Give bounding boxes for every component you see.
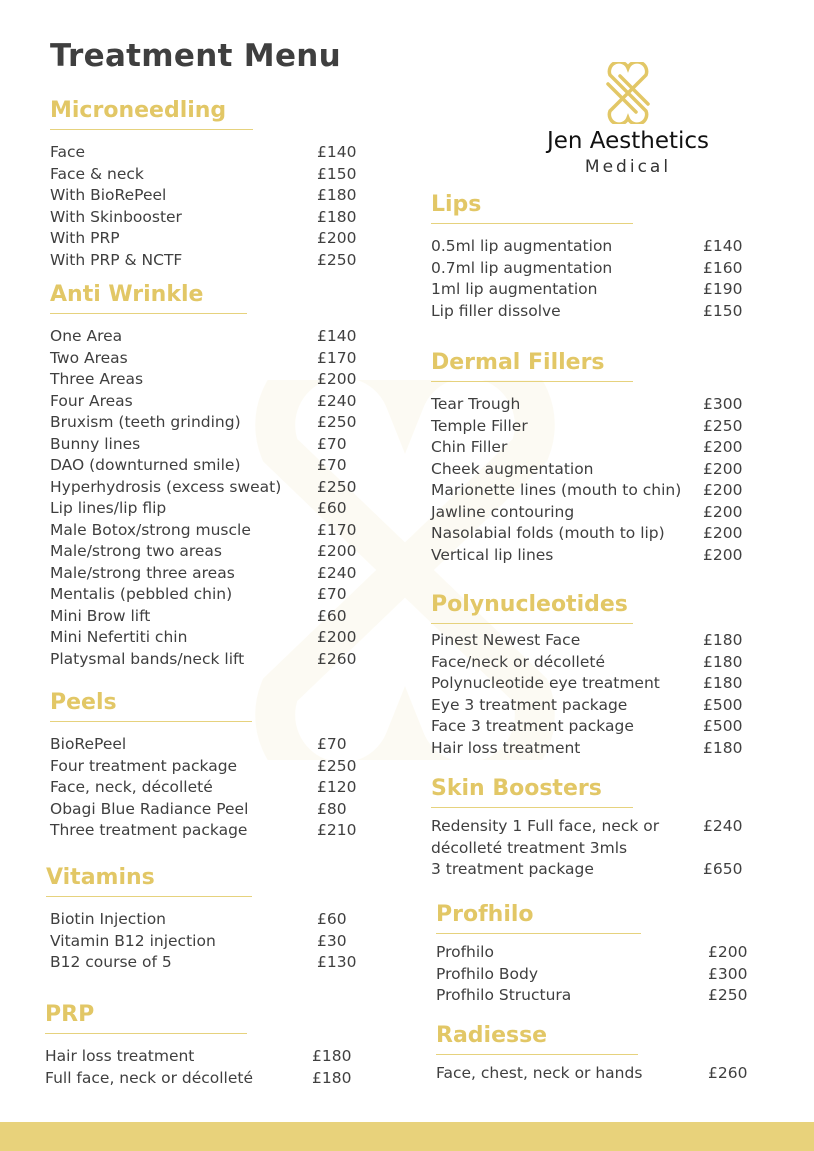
- menu-item-name: Pinest Newest Face: [431, 631, 581, 649]
- menu-item: [431, 394, 761, 416]
- menu-item: [50, 142, 380, 164]
- menu-item: [431, 236, 761, 258]
- menu-item: [431, 437, 761, 459]
- menu-item: [50, 931, 376, 953]
- menu-item-name: Chin Filler: [431, 438, 508, 456]
- section-divider: [436, 933, 641, 934]
- menu-item-price: £500: [703, 717, 743, 735]
- menu-item-price: £60: [317, 910, 347, 928]
- menu-item-name: Face/neck or décolleté: [431, 652, 605, 671]
- section-divider: [45, 1033, 247, 1034]
- menu-item-name: Hair loss treatment: [431, 738, 581, 757]
- menu-item-price: £70: [317, 585, 347, 603]
- menu-item-price: £180: [703, 631, 743, 649]
- menu-item-price: £650: [703, 860, 743, 878]
- menu-item-price: £80: [317, 799, 347, 818]
- menu-item: [45, 1046, 375, 1068]
- menu-item: [50, 799, 380, 821]
- section-title: Lips: [431, 192, 482, 217]
- menu-item-price: £70: [317, 456, 347, 474]
- menu-item-name: Two Areas: [50, 348, 128, 367]
- menu-item-price: £200: [317, 542, 357, 560]
- section-title: Microneedling: [50, 98, 227, 123]
- section-microneedling: [50, 96, 380, 271]
- menu-item-name: Male/strong three areas: [50, 563, 235, 582]
- section-title: Radiesse: [436, 1023, 548, 1048]
- menu-item: [431, 301, 761, 323]
- menu-item: [431, 716, 761, 738]
- menu-item: [431, 416, 761, 438]
- menu-item-price: £180: [703, 738, 743, 757]
- brand-logo-icon: [596, 62, 660, 124]
- menu-item-price: £200: [703, 459, 743, 478]
- menu-item-price: £200: [708, 943, 748, 961]
- menu-item-price: £240: [317, 563, 357, 582]
- menu-item-name: Four treatment package: [50, 756, 238, 775]
- menu-item-price: £30: [317, 931, 347, 950]
- menu-item-price: £60: [317, 606, 347, 625]
- menu-item: [431, 859, 761, 881]
- menu-item-name: Face: [50, 143, 86, 161]
- menu-item-price: £200: [317, 370, 357, 388]
- menu-item-price: £180: [703, 652, 743, 671]
- menu-item: [431, 258, 761, 280]
- menu-item-name: Mini Nefertiti chin: [50, 628, 188, 646]
- menu-item: [50, 207, 380, 229]
- menu-item: [431, 279, 761, 301]
- menu-item: [431, 502, 761, 524]
- section-title: Skin Boosters: [431, 776, 602, 801]
- menu-item-price: £300: [703, 395, 743, 413]
- section-divider: [431, 223, 633, 224]
- menu-item-price: £190: [703, 280, 743, 298]
- section-anti-wrinkle: [50, 280, 380, 670]
- menu-item-price: £170: [317, 348, 357, 367]
- menu-item: [50, 627, 380, 649]
- menu-item-name: Profhilo Body: [436, 964, 539, 983]
- menu-item: [50, 228, 380, 250]
- menu-item-price: £200: [703, 524, 743, 542]
- menu-item-name: Hyperhydrosis (excess sweat): [50, 477, 282, 496]
- menu-item: [50, 606, 380, 628]
- menu-item-price: £130: [317, 953, 357, 971]
- menu-item-price: £70: [317, 735, 347, 753]
- menu-item-price: £250: [703, 416, 743, 435]
- menu-item-name: Face & neck: [50, 164, 144, 183]
- menu-item-name: With PRP & NCTF: [50, 250, 183, 269]
- menu-item-price: £200: [703, 545, 743, 564]
- menu-item: [50, 412, 380, 434]
- menu-item-name: With Skinbooster: [50, 207, 182, 226]
- menu-item: [50, 649, 380, 671]
- menu-item-name: B12 course of 5: [50, 953, 172, 971]
- menu-item: [431, 838, 761, 860]
- menu-item-name: Vertical lip lines: [431, 545, 554, 564]
- menu-item-price: £240: [703, 817, 743, 835]
- menu-item-price: £500: [703, 695, 743, 714]
- section-title: Dermal Fillers: [431, 350, 605, 375]
- section-divider: [50, 129, 253, 130]
- menu-item: [50, 520, 380, 542]
- menu-item-name: One Area: [50, 327, 123, 345]
- menu-item: [50, 734, 380, 756]
- menu-item-name: Platysmal bands/neck lift: [50, 649, 245, 668]
- menu-item-name: Temple Filler: [431, 416, 528, 435]
- menu-item-price: £60: [317, 499, 347, 517]
- menu-item: [50, 455, 380, 477]
- menu-item: [50, 369, 380, 391]
- section-lips: [431, 190, 761, 322]
- menu-item-price: £250: [317, 477, 357, 496]
- menu-item-name: Three treatment package: [50, 821, 248, 839]
- section-profhilo: [436, 900, 766, 1007]
- menu-item-name: With BioRePeel: [50, 186, 167, 204]
- section-divider: [50, 313, 247, 314]
- menu-item-price: £180: [317, 207, 357, 226]
- section-peels: [50, 688, 380, 842]
- menu-item-name: 3 treatment package: [431, 860, 594, 878]
- menu-item-name: Male Botox/strong muscle: [50, 520, 251, 539]
- menu-item: [50, 348, 380, 370]
- menu-item-price: £250: [708, 986, 748, 1004]
- menu-item-price: £140: [317, 327, 357, 345]
- menu-item: [431, 459, 761, 481]
- menu-item-price: £180: [312, 1068, 352, 1087]
- menu-item: [50, 391, 380, 413]
- menu-item-name: Mentalis (pebbled chin): [50, 585, 233, 603]
- menu-item-price: £180: [312, 1047, 352, 1065]
- section-radiesse: [436, 1021, 766, 1085]
- menu-item-name: Cheek augmentation: [431, 459, 594, 478]
- menu-item: [50, 952, 376, 974]
- menu-item: [431, 652, 761, 674]
- menu-item-price: £150: [317, 164, 357, 183]
- menu-item-name: Eye 3 treatment package: [431, 695, 628, 714]
- section-polynucleotides: [431, 590, 761, 759]
- menu-item-name: Jawline contouring: [431, 502, 575, 521]
- menu-item-price: £120: [317, 778, 357, 796]
- menu-item-name: Profhilo Structura: [436, 986, 572, 1004]
- menu-item: [431, 816, 761, 838]
- menu-item: [50, 909, 376, 931]
- menu-item-price: £200: [703, 481, 743, 499]
- menu-item-name: Vitamin B12 injection: [50, 931, 216, 950]
- menu-item: [431, 738, 761, 760]
- menu-item-name: Face, chest, neck or hands: [436, 1064, 643, 1082]
- menu-item: [50, 185, 380, 207]
- section-skin-boosters: [431, 774, 761, 881]
- menu-item: [436, 1063, 766, 1085]
- menu-item-name: Redensity 1 Full face, neck or: [431, 817, 660, 835]
- menu-item: [45, 1068, 375, 1090]
- menu-item-name: Male/strong two areas: [50, 542, 222, 560]
- menu-item-name: Polynucleotide eye treatment: [431, 674, 660, 692]
- section-prp: [45, 1000, 375, 1089]
- section-vitamins: [46, 863, 376, 974]
- menu-item-price: £250: [317, 413, 357, 431]
- menu-item-name: Profhilo: [436, 943, 494, 961]
- menu-item: [50, 498, 380, 520]
- section-title: PRP: [45, 1002, 95, 1027]
- menu-item: [50, 434, 380, 456]
- menu-item-name: Face, neck, décolleté: [50, 778, 213, 796]
- menu-item-price: £160: [703, 258, 743, 277]
- menu-item: [431, 673, 761, 695]
- menu-item-name: Obagi Blue Radiance Peel: [50, 799, 249, 818]
- menu-item-name: Bunny lines: [50, 434, 141, 453]
- menu-item-price: £170: [317, 520, 357, 539]
- section-divider: [431, 381, 633, 382]
- menu-item: [50, 326, 380, 348]
- menu-item-price: £140: [703, 237, 743, 255]
- brand-name: Jen Aesthetics: [546, 128, 710, 154]
- menu-item-price: £200: [317, 628, 357, 646]
- section-divider: [431, 807, 633, 808]
- menu-item-name: With PRP: [50, 229, 120, 247]
- section-title: Peels: [50, 690, 117, 715]
- menu-item: [431, 695, 761, 717]
- menu-item-name: DAO (downturned smile): [50, 456, 241, 474]
- menu-item-price: £180: [703, 674, 743, 692]
- menu-item-price: £200: [703, 502, 743, 521]
- menu-item-name: Lip lines/lip flip: [50, 499, 167, 517]
- menu-item: [431, 630, 761, 652]
- menu-item-name: Mini Brow lift: [50, 606, 151, 625]
- menu-item-name: Biotin Injection: [50, 910, 167, 928]
- menu-item-price: £210: [317, 821, 357, 839]
- menu-item: [436, 985, 766, 1007]
- menu-item: [50, 250, 380, 272]
- menu-item-name: 0.5ml lip augmentation: [431, 237, 613, 255]
- menu-item-price: £300: [708, 964, 748, 983]
- menu-item-price: £260: [708, 1064, 748, 1082]
- menu-item-name: Marionette lines (mouth to chin): [431, 481, 682, 499]
- section-divider: [50, 721, 252, 722]
- section-dermal-fillers: [431, 348, 761, 566]
- menu-item-price: £260: [317, 649, 357, 668]
- section-title: Profhilo: [436, 902, 534, 927]
- page-title: Treatment Menu: [50, 38, 342, 74]
- menu-item-name: Full face, neck or décolleté: [45, 1068, 254, 1087]
- menu-item-price: £180: [317, 186, 357, 204]
- menu-item: [50, 756, 380, 778]
- menu-item: [50, 820, 380, 842]
- menu-item: [50, 584, 380, 606]
- menu-item-name: Lip filler dissolve: [431, 301, 561, 320]
- menu-item-name: Hair loss treatment: [45, 1047, 195, 1065]
- menu-item: [50, 563, 380, 585]
- section-title: Vitamins: [46, 865, 155, 890]
- menu-item-name: Bruxism (teeth grinding): [50, 413, 241, 431]
- menu-item: [50, 477, 380, 499]
- menu-item: [436, 964, 766, 986]
- menu-item-price: £200: [703, 438, 743, 456]
- section-divider: [436, 1054, 638, 1055]
- section-title: Anti Wrinkle: [50, 282, 204, 307]
- menu-item-name: Nasolabial folds (mouth to lip): [431, 524, 665, 542]
- menu-item-price: £140: [317, 143, 357, 161]
- menu-item-name: Face 3 treatment package: [431, 717, 634, 735]
- menu-item-price: £240: [317, 391, 357, 410]
- menu-item-name: Four Areas: [50, 391, 133, 410]
- menu-item-name: 1ml lip augmentation: [431, 280, 598, 298]
- brand-subtitle: Medical: [584, 157, 672, 177]
- menu-item: [50, 164, 380, 186]
- menu-item-name: Tear Trough: [431, 395, 521, 413]
- menu-item: [431, 523, 761, 545]
- menu-item-price: £70: [317, 434, 347, 453]
- menu-item-name: 0.7ml lip augmentation: [431, 258, 613, 277]
- footer-band: [0, 1122, 814, 1151]
- menu-item-name: BioRePeel: [50, 735, 127, 753]
- menu-item-price: £250: [317, 756, 357, 775]
- menu-item: [431, 545, 761, 567]
- section-divider: [46, 896, 252, 897]
- menu-item: [436, 942, 766, 964]
- section-title: Polynucleotides: [431, 592, 628, 617]
- menu-item: [431, 480, 761, 502]
- menu-item-price: £250: [317, 250, 357, 269]
- menu-item-price: £150: [703, 301, 743, 320]
- section-divider: [431, 623, 633, 624]
- menu-item-name: Three Areas: [50, 370, 144, 388]
- menu-item: [50, 541, 380, 563]
- menu-item-name: décolleté treatment 3mls: [431, 838, 628, 857]
- menu-item: [50, 777, 380, 799]
- menu-item-price: £200: [317, 229, 357, 247]
